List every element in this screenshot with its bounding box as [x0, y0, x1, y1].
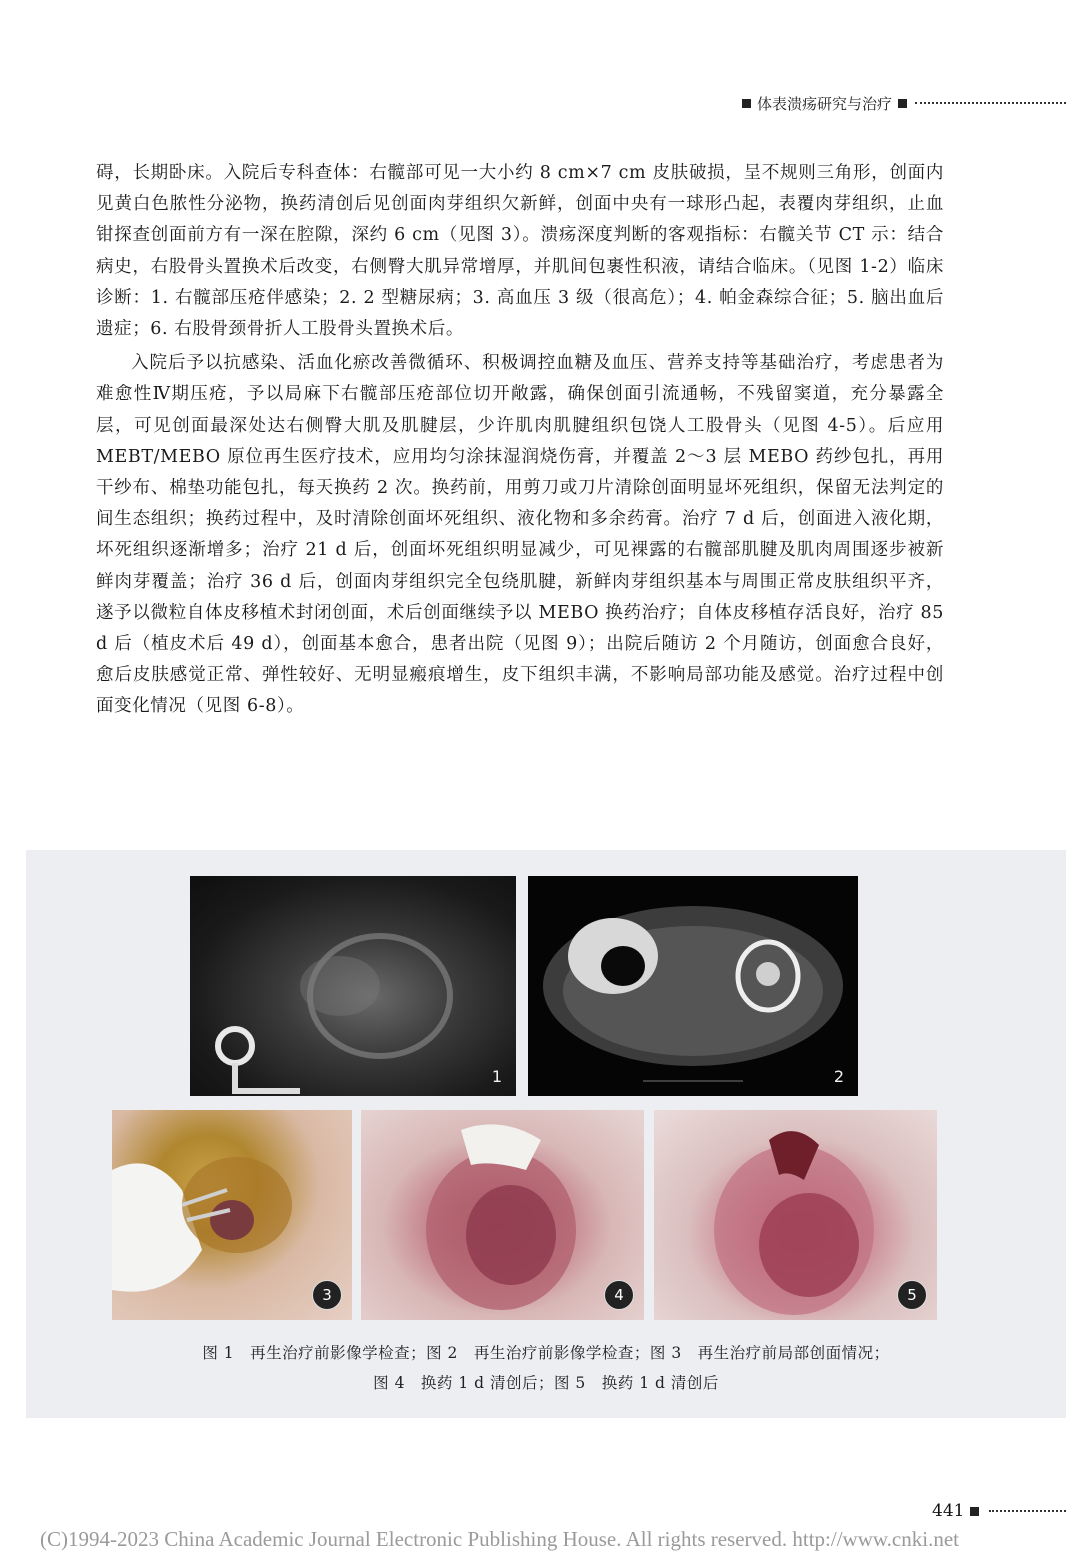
wound-sketch [361, 1110, 644, 1320]
figure-number: 3 [312, 1280, 342, 1310]
figure-4-wound-photo [361, 1110, 644, 1320]
paragraph: 入院后予以抗感染、活血化瘀改善微循环、积极调控血糖及血压、营养支持等基础治疗，考虑患者为难愈性Ⅳ期压疮，予以局麻下右髋部压疮部位切开敞露，确保创面引流通畅，不残留窦道，充分暴露全层，可见创面最深处达右侧臀大肌及肌腱层，少许肌肉肌腱组织包饶人工股骨头（见图 4-5）。后应用 MEBT/MEBO 原位再生医疗技术，应用均匀涂抹湿润烧伤膏，并覆盖 2～3 层 MEBO 药纱包扎，再用干纱布、棉垫功能包扎，每天换药 2 次。换药前，用剪刀或刀片清除创面明显坏死组织，保留无法判定的间生态组织；换药过程中，及时清除创面坏死组织、液化物和多余药膏。治疗 7 d 后，创面进入液化期，坏死组织逐渐增多；治疗 21 d 后，创面坏死组织明显减少，可见裸露的右髋部肌腱及肌肉周围逐步被新鲜肉芽覆盖；治疗 36 d 后，创面肉芽组织完全包绕肌腱，新鲜肉芽组织基本与周围正常皮肤组织平齐，遂予以微粒自体皮移植术封闭创面，术后创面继续予以 MEBO 换药治疗；自体皮移植存活良好，治疗 85 d 后（植皮术后 49 d），创面基本愈合，患者出院（见图 9）；出院后随访 2 个月随访，创面愈合良好，愈后皮肤感觉正常、弹性较好、无明显瘢痕增生，皮下组织丰满，不影响局部功能及感觉。治疗过程中创面变化情况（见图 6-8）。 [96, 353, 944, 717]
paragraph: 碍，长期卧床。入院后专科查体：右髋部可见一大小约 8 cm×7 cm 皮肤破损，呈不规则三角形，创面内见黄白色脓性分泌物，换药清创后见创面肉芽组织欠新鲜，创面中央有一球形凸起，表覆肉芽组织，止血钳探查创面前方有一深在腔隙，深约 6 cm（见图 3）。溃疡深度判断的客观指标：右髋关节 CT 示：结合病史，右股骨头置换术后改变，右侧臀大肌异常增厚，并肌间包裹性积液，请结合临床。（见图 1-2）临床诊断：1. 右髋部压疮伴感染；2. 2 型糖尿病；3. 高血压 3 级（很高危）；4. 帕金森综合征；5. 脑出血后遗症；6. 右股骨颈骨折人工股骨头置换术后。 [96, 163, 944, 340]
wound-sketch [654, 1110, 937, 1320]
xray-sketch [190, 876, 516, 1096]
figure-number: 4 [604, 1280, 634, 1310]
page-number: 441 [932, 1501, 965, 1521]
figure-2-ct-image [528, 876, 858, 1096]
square-bullet-icon [970, 1507, 979, 1516]
dotted-rule [989, 1510, 1066, 1512]
figure-1-xray-image [190, 876, 516, 1096]
page-footer [932, 1500, 1066, 1522]
figure-number: 1 [491, 1067, 502, 1086]
copyright-notice: (C)1994-2023 China Academic Journal Electronic Publishing House. All rights reserved. http://www.cnki.net [40, 1527, 959, 1551]
figure-5-wound-photo [654, 1110, 937, 1320]
figure-caption [26, 1338, 1066, 1398]
dotted-rule [915, 102, 1066, 104]
article-body [96, 158, 944, 726]
figure-number: 5 [897, 1280, 927, 1310]
figure-panel [26, 850, 1066, 1418]
journal-section-title: 体表溃疡研究与治疗 [757, 94, 893, 113]
square-bullet-icon [742, 99, 751, 108]
caption-line: 图 1 再生治疗前影像学检查；图 2 再生治疗前影像学检查；图 3 再生治疗前局部创面情况； [202, 1344, 890, 1362]
ct-sketch [528, 876, 858, 1096]
running-header [736, 92, 1066, 114]
square-bullet-icon [898, 99, 907, 108]
caption-line: 图 4 换药 1 d 清创后；图 5 换药 1 d 清创后 [373, 1374, 719, 1392]
figure-number: 2 [833, 1067, 844, 1086]
figure-3-wound-photo [112, 1110, 352, 1320]
